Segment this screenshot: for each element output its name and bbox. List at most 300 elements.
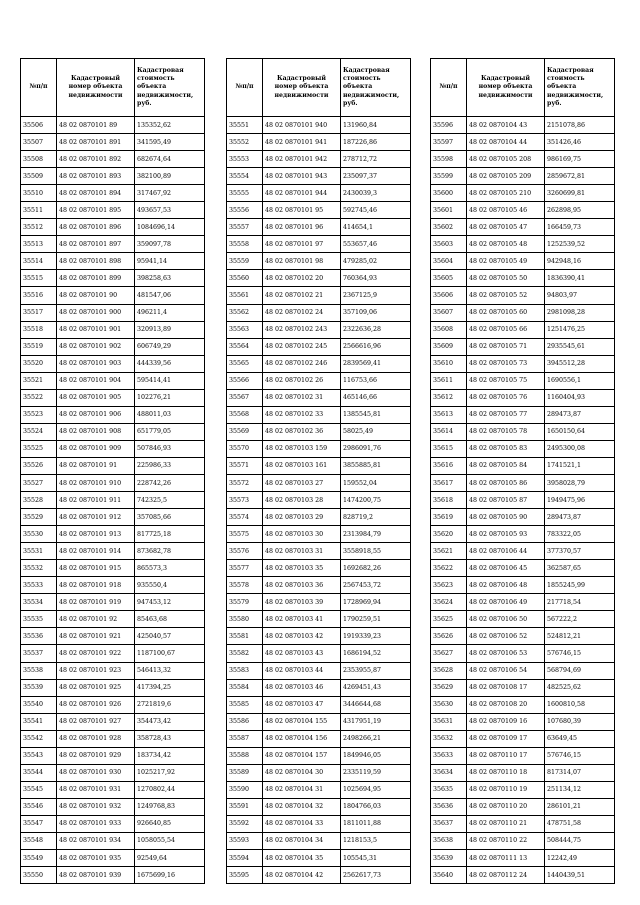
cadastral-value: 317467,92 xyxy=(135,185,205,202)
table-row xyxy=(21,611,205,628)
row-number: 35588 xyxy=(227,747,263,764)
cadastral-number: 48 02 0870101 940 xyxy=(263,117,341,134)
cadastral-number: 48 02 0870101 943 xyxy=(263,168,341,185)
table-row xyxy=(21,304,205,321)
header-num: №п/п xyxy=(227,59,263,117)
cadastral-value: 507846,93 xyxy=(135,440,205,457)
cadastral-number: 48 02 0870110 19 xyxy=(467,781,545,798)
row-number: 35517 xyxy=(21,304,57,321)
row-number: 35552 xyxy=(227,134,263,151)
table-row xyxy=(431,134,615,151)
row-number: 35521 xyxy=(21,372,57,389)
table-row xyxy=(21,543,205,560)
cadastral-number: 48 02 0870105 71 xyxy=(467,338,545,355)
cadastral-number: 48 02 0870102 21 xyxy=(263,287,341,304)
cadastral-number: 48 02 0870106 48 xyxy=(467,577,545,594)
cadastral-value: 2367125,9 xyxy=(341,287,411,304)
cadastral-number: 48 02 0870101 918 xyxy=(57,577,135,594)
row-number: 35624 xyxy=(431,594,467,611)
cadastral-number: 48 02 0870104 32 xyxy=(263,798,341,815)
table-row xyxy=(431,474,615,491)
cadastral-value: 1084696,14 xyxy=(135,219,205,236)
cadastral-value: 2721819,6 xyxy=(135,696,205,713)
cadastral-value: 524812,21 xyxy=(545,628,615,645)
table-row xyxy=(431,440,615,457)
cadastral-number: 48 02 0870101 913 xyxy=(57,526,135,543)
cadastral-value: 1804766,03 xyxy=(341,798,411,815)
row-number: 35606 xyxy=(431,287,467,304)
cadastral-number: 48 02 0870102 33 xyxy=(263,406,341,423)
table-row xyxy=(21,168,205,185)
table-row xyxy=(227,815,411,832)
cadastral-number: 48 02 0870104 155 xyxy=(263,713,341,730)
table-row xyxy=(431,338,615,355)
table-row xyxy=(431,287,615,304)
row-number: 35634 xyxy=(431,764,467,781)
cadastral-value: 228742,26 xyxy=(135,474,205,491)
cadastral-value: 1025694,95 xyxy=(341,781,411,798)
cadastral-value: 262898,95 xyxy=(545,202,615,219)
row-number: 35632 xyxy=(431,730,467,747)
cadastral-number: 48 02 0870101 894 xyxy=(57,185,135,202)
cadastral-value: 947453,12 xyxy=(135,594,205,611)
row-number: 35558 xyxy=(227,236,263,253)
cadastral-value: 1741521,1 xyxy=(545,457,615,474)
cadastral-value: 508444,75 xyxy=(545,832,615,849)
table-row xyxy=(21,509,205,526)
table-row xyxy=(227,798,411,815)
cadastral-value: 488011,03 xyxy=(135,406,205,423)
cadastral-value: 817314,07 xyxy=(545,764,615,781)
row-number: 35548 xyxy=(21,832,57,849)
row-number: 35576 xyxy=(227,543,263,560)
table-row xyxy=(21,662,205,679)
table-row xyxy=(21,440,205,457)
table-row xyxy=(21,321,205,338)
cadastral-number: 48 02 0870103 42 xyxy=(263,628,341,645)
cadastral-number: 48 02 0870105 75 xyxy=(467,372,545,389)
cadastral-number: 48 02 0870105 46 xyxy=(467,202,545,219)
cadastral-value: 1855245,99 xyxy=(545,577,615,594)
cadastral-value: 1270802,44 xyxy=(135,781,205,798)
cadastral-value: 417394,25 xyxy=(135,679,205,696)
row-number: 35573 xyxy=(227,492,263,509)
cadastral-value: 3558918,55 xyxy=(341,543,411,560)
cadastral-value: 465146,66 xyxy=(341,389,411,406)
table-row xyxy=(227,628,411,645)
cadastral-value: 1187100,67 xyxy=(135,645,205,662)
cadastral-number: 48 02 0870105 73 xyxy=(467,355,545,372)
row-number: 35605 xyxy=(431,270,467,287)
cadastral-number: 48 02 0870104 156 xyxy=(263,730,341,747)
row-number: 35545 xyxy=(21,781,57,798)
table-row xyxy=(431,867,615,884)
cadastral-value: 1440439,51 xyxy=(545,867,615,884)
row-number: 35608 xyxy=(431,321,467,338)
row-number: 35626 xyxy=(431,628,467,645)
cadastral-number: 48 02 0870101 905 xyxy=(57,389,135,406)
row-number: 35593 xyxy=(227,832,263,849)
table-row xyxy=(431,185,615,202)
cadastral-number: 48 02 0870110 17 xyxy=(467,747,545,764)
cadastral-value: 3260699,81 xyxy=(545,185,615,202)
cadastral-number: 48 02 0870101 89 xyxy=(57,117,135,134)
table-row xyxy=(431,832,615,849)
table-row xyxy=(227,526,411,543)
cadastral-number: 48 02 0870101 921 xyxy=(57,628,135,645)
row-number: 35577 xyxy=(227,560,263,577)
table-row xyxy=(227,679,411,696)
cadastral-table-2 xyxy=(226,58,411,884)
row-number: 35561 xyxy=(227,287,263,304)
cadastral-number: 48 02 0870103 28 xyxy=(263,492,341,509)
row-number: 35536 xyxy=(21,628,57,645)
table-row xyxy=(431,662,615,679)
row-number: 35616 xyxy=(431,457,467,474)
cadastral-number: 48 02 0870101 892 xyxy=(57,151,135,168)
cadastral-number: 48 02 0870101 900 xyxy=(57,304,135,321)
table-row xyxy=(227,645,411,662)
row-number: 35566 xyxy=(227,372,263,389)
cadastral-number: 48 02 0870105 50 xyxy=(467,270,545,287)
table-row xyxy=(21,815,205,832)
cadastral-number: 48 02 0870101 92 xyxy=(57,611,135,628)
row-number: 35547 xyxy=(21,815,57,832)
row-number: 35615 xyxy=(431,440,467,457)
cadastral-value: 2935545,61 xyxy=(545,338,615,355)
cadastral-value: 1690556,1 xyxy=(545,372,615,389)
cadastral-value: 1025217,92 xyxy=(135,764,205,781)
cadastral-value: 183734,42 xyxy=(135,747,205,764)
cadastral-value: 12242,49 xyxy=(545,850,615,867)
cadastral-value: 1692682,26 xyxy=(341,560,411,577)
cadastral-number: 48 02 0870103 47 xyxy=(263,696,341,713)
cadastral-value: 760364,93 xyxy=(341,270,411,287)
table-row xyxy=(431,406,615,423)
table-row xyxy=(431,781,615,798)
cadastral-number: 48 02 0870104 35 xyxy=(263,850,341,867)
cadastral-value: 289473,87 xyxy=(545,406,615,423)
row-number: 35509 xyxy=(21,168,57,185)
row-number: 35604 xyxy=(431,253,467,270)
row-number: 35586 xyxy=(227,713,263,730)
row-number: 35540 xyxy=(21,696,57,713)
row-number: 35600 xyxy=(431,185,467,202)
row-number: 35618 xyxy=(431,492,467,509)
cadastral-number: 48 02 0870105 77 xyxy=(467,406,545,423)
cadastral-value: 166459,73 xyxy=(545,219,615,236)
table-row xyxy=(227,867,411,884)
cadastral-value: 576746,15 xyxy=(545,645,615,662)
cadastral-value: 576746,15 xyxy=(545,747,615,764)
table-row xyxy=(227,406,411,423)
cadastral-value: 1686194,52 xyxy=(341,645,411,662)
cadastral-value: 4269451,43 xyxy=(341,679,411,696)
cadastral-value: 341595,49 xyxy=(135,134,205,151)
cadastral-value: 2859672,81 xyxy=(545,168,615,185)
row-number: 35599 xyxy=(431,168,467,185)
header-num: №п/п xyxy=(431,59,467,117)
table-row xyxy=(227,492,411,509)
cadastral-number: 48 02 0870103 36 xyxy=(263,577,341,594)
cadastral-number: 48 02 0870101 944 xyxy=(263,185,341,202)
table-row xyxy=(431,270,615,287)
cadastral-value: 95941,14 xyxy=(135,253,205,270)
cadastral-value: 382100,89 xyxy=(135,168,205,185)
cadastral-value: 2981098,28 xyxy=(545,304,615,321)
row-number: 35625 xyxy=(431,611,467,628)
row-number: 35585 xyxy=(227,696,263,713)
table-row xyxy=(227,781,411,798)
table-row xyxy=(21,832,205,849)
table-row xyxy=(431,696,615,713)
table-row xyxy=(431,423,615,440)
cadastral-number: 48 02 0870101 928 xyxy=(57,730,135,747)
cadastral-value: 1790259,51 xyxy=(341,611,411,628)
cadastral-number: 48 02 0870101 909 xyxy=(57,440,135,457)
row-number: 35638 xyxy=(431,832,467,849)
table-row xyxy=(431,236,615,253)
header-cadastral-value: Кадастровая стоимость объекта недвижимости, руб. xyxy=(135,59,205,117)
table-row xyxy=(227,560,411,577)
cadastral-value: 2986091,76 xyxy=(341,440,411,457)
table-row xyxy=(21,730,205,747)
cadastral-value: 2151078,86 xyxy=(545,117,615,134)
table-row xyxy=(227,338,411,355)
row-number: 35581 xyxy=(227,628,263,645)
cadastral-number: 48 02 0870101 927 xyxy=(57,713,135,730)
cadastral-number: 48 02 0870103 43 xyxy=(263,645,341,662)
row-number: 35569 xyxy=(227,423,263,440)
cadastral-number: 48 02 0870102 245 xyxy=(263,338,341,355)
table-row xyxy=(21,338,205,355)
row-number: 35513 xyxy=(21,236,57,253)
cadastral-number: 48 02 0870102 246 xyxy=(263,355,341,372)
row-number: 35579 xyxy=(227,594,263,611)
table-row xyxy=(227,372,411,389)
cadastral-number: 48 02 0870109 16 xyxy=(467,713,545,730)
row-number: 35640 xyxy=(431,867,467,884)
table-row xyxy=(227,219,411,236)
row-number: 35628 xyxy=(431,662,467,679)
cadastral-value: 289473,87 xyxy=(545,509,615,526)
row-number: 35584 xyxy=(227,679,263,696)
cadastral-number: 48 02 0870102 243 xyxy=(263,321,341,338)
cadastral-number: 48 02 0870109 17 xyxy=(467,730,545,747)
cadastral-value: 1058055,54 xyxy=(135,832,205,849)
cadastral-number: 48 02 0870105 86 xyxy=(467,474,545,491)
row-number: 35524 xyxy=(21,423,57,440)
cadastral-value: 105545,31 xyxy=(341,850,411,867)
cadastral-number: 48 02 0870101 908 xyxy=(57,423,135,440)
cadastral-value: 568794,69 xyxy=(545,662,615,679)
cadastral-number: 48 02 0870103 161 xyxy=(263,457,341,474)
cadastral-value: 2566616,96 xyxy=(341,338,411,355)
cadastral-number: 48 02 0870103 29 xyxy=(263,509,341,526)
cadastral-number: 48 02 0870105 49 xyxy=(467,253,545,270)
cadastral-table-3 xyxy=(430,58,615,884)
table-row xyxy=(21,270,205,287)
table-row xyxy=(431,492,615,509)
row-number: 35612 xyxy=(431,389,467,406)
cadastral-number: 48 02 0870104 157 xyxy=(263,747,341,764)
row-number: 35539 xyxy=(21,679,57,696)
table-row xyxy=(431,202,615,219)
row-number: 35598 xyxy=(431,151,467,168)
table-row xyxy=(431,355,615,372)
cadastral-number: 48 02 0870101 930 xyxy=(57,764,135,781)
table-row xyxy=(431,543,615,560)
row-number: 35613 xyxy=(431,406,467,423)
cadastral-number: 48 02 0870101 942 xyxy=(263,151,341,168)
table-row xyxy=(431,645,615,662)
table-row xyxy=(21,764,205,781)
cadastral-value: 116753,66 xyxy=(341,372,411,389)
table-row xyxy=(431,628,615,645)
cadastral-number: 48 02 0870101 90 xyxy=(57,287,135,304)
cadastral-number: 48 02 0870106 45 xyxy=(467,560,545,577)
row-number: 35571 xyxy=(227,457,263,474)
cadastral-value: 235097,37 xyxy=(341,168,411,185)
cadastral-number: 48 02 0870101 931 xyxy=(57,781,135,798)
cadastral-value: 217718,54 xyxy=(545,594,615,611)
cadastral-number: 48 02 0870104 34 xyxy=(263,832,341,849)
cadastral-number: 48 02 0870101 903 xyxy=(57,355,135,372)
table-row xyxy=(21,628,205,645)
row-number: 35557 xyxy=(227,219,263,236)
header-num: №п/п xyxy=(21,59,57,117)
cadastral-value: 567222,2 xyxy=(545,611,615,628)
cadastral-number: 48 02 0870108 20 xyxy=(467,696,545,713)
row-number: 35533 xyxy=(21,577,57,594)
table-row xyxy=(227,577,411,594)
row-number: 35609 xyxy=(431,338,467,355)
cadastral-value: 357085,66 xyxy=(135,509,205,526)
cadastral-number: 48 02 0870103 39 xyxy=(263,594,341,611)
table-row xyxy=(227,389,411,406)
row-number: 35614 xyxy=(431,423,467,440)
table-row xyxy=(227,253,411,270)
row-number: 35555 xyxy=(227,185,263,202)
cadastral-number: 48 02 0870108 17 xyxy=(467,679,545,696)
table-row xyxy=(21,713,205,730)
row-number: 35570 xyxy=(227,440,263,457)
cadastral-value: 606749,29 xyxy=(135,338,205,355)
cadastral-number: 48 02 0870102 31 xyxy=(263,389,341,406)
cadastral-number: 48 02 0870105 83 xyxy=(467,440,545,457)
row-number: 35534 xyxy=(21,594,57,611)
cadastral-number: 48 02 0870106 44 xyxy=(467,543,545,560)
row-number: 35546 xyxy=(21,798,57,815)
row-number: 35550 xyxy=(21,867,57,884)
table-row xyxy=(21,696,205,713)
table-row xyxy=(21,117,205,134)
table-row xyxy=(21,577,205,594)
cadastral-value: 187226,86 xyxy=(341,134,411,151)
cadastral-value: 320913,89 xyxy=(135,321,205,338)
table-row xyxy=(431,321,615,338)
cadastral-number: 48 02 0870105 52 xyxy=(467,287,545,304)
cadastral-value: 351426,46 xyxy=(545,134,615,151)
cadastral-number: 48 02 0870103 27 xyxy=(263,474,341,491)
cadastral-value: 926640,85 xyxy=(135,815,205,832)
cadastral-number: 48 02 0870103 31 xyxy=(263,543,341,560)
row-number: 35544 xyxy=(21,764,57,781)
cadastral-number: 48 02 0870101 926 xyxy=(57,696,135,713)
cadastral-number: 48 02 0870101 935 xyxy=(57,850,135,867)
cadastral-number: 48 02 0870105 210 xyxy=(467,185,545,202)
cadastral-number: 48 02 0870101 899 xyxy=(57,270,135,287)
cadastral-number: 48 02 0870101 911 xyxy=(57,492,135,509)
table-row xyxy=(227,287,411,304)
cadastral-number: 48 02 0870101 934 xyxy=(57,832,135,849)
row-number: 35562 xyxy=(227,304,263,321)
cadastral-value: 1251476,25 xyxy=(545,321,615,338)
cadastral-value: 85463,68 xyxy=(135,611,205,628)
row-number: 35520 xyxy=(21,355,57,372)
table-row xyxy=(431,713,615,730)
row-number: 35629 xyxy=(431,679,467,696)
table-row xyxy=(21,679,205,696)
row-number: 35575 xyxy=(227,526,263,543)
cadastral-value: 3855885,81 xyxy=(341,457,411,474)
cadastral-number: 48 02 0870110 18 xyxy=(467,764,545,781)
table-row xyxy=(227,611,411,628)
cadastral-number: 48 02 0870101 906 xyxy=(57,406,135,423)
row-number: 35519 xyxy=(21,338,57,355)
cadastral-value: 481547,06 xyxy=(135,287,205,304)
cadastral-number: 48 02 0870105 84 xyxy=(467,457,545,474)
cadastral-value: 1650150,64 xyxy=(545,423,615,440)
row-number: 35556 xyxy=(227,202,263,219)
table-row xyxy=(431,730,615,747)
cadastral-number: 48 02 0870101 896 xyxy=(57,219,135,236)
table-row xyxy=(227,355,411,372)
table-row xyxy=(21,236,205,253)
cadastral-value: 783322,05 xyxy=(545,526,615,543)
row-number: 35565 xyxy=(227,355,263,372)
cadastral-value: 362587,65 xyxy=(545,560,615,577)
cadastral-value: 425040,57 xyxy=(135,628,205,645)
table-row xyxy=(431,764,615,781)
row-number: 35535 xyxy=(21,611,57,628)
table-row xyxy=(431,151,615,168)
row-number: 35508 xyxy=(21,151,57,168)
cadastral-number: 48 02 0870103 35 xyxy=(263,560,341,577)
cadastral-value: 1160404,93 xyxy=(545,389,615,406)
row-number: 35538 xyxy=(21,662,57,679)
row-number: 35529 xyxy=(21,509,57,526)
table-row xyxy=(21,645,205,662)
cadastral-number: 48 02 0870105 208 xyxy=(467,151,545,168)
cadastral-number: 48 02 0870105 93 xyxy=(467,526,545,543)
cadastral-number: 48 02 0870101 95 xyxy=(263,202,341,219)
table-row xyxy=(227,304,411,321)
cadastral-number: 48 02 0870102 24 xyxy=(263,304,341,321)
row-number: 35510 xyxy=(21,185,57,202)
table-row xyxy=(227,832,411,849)
row-number: 35591 xyxy=(227,798,263,815)
cadastral-value: 58025,49 xyxy=(341,423,411,440)
table-row xyxy=(227,594,411,611)
cadastral-number: 48 02 0870101 929 xyxy=(57,747,135,764)
cadastral-value: 159552,04 xyxy=(341,474,411,491)
row-number: 35595 xyxy=(227,867,263,884)
table-header-row xyxy=(431,59,615,117)
cadastral-value: 1849946,05 xyxy=(341,747,411,764)
cadastral-value: 102276,21 xyxy=(135,389,205,406)
table-row xyxy=(21,560,205,577)
